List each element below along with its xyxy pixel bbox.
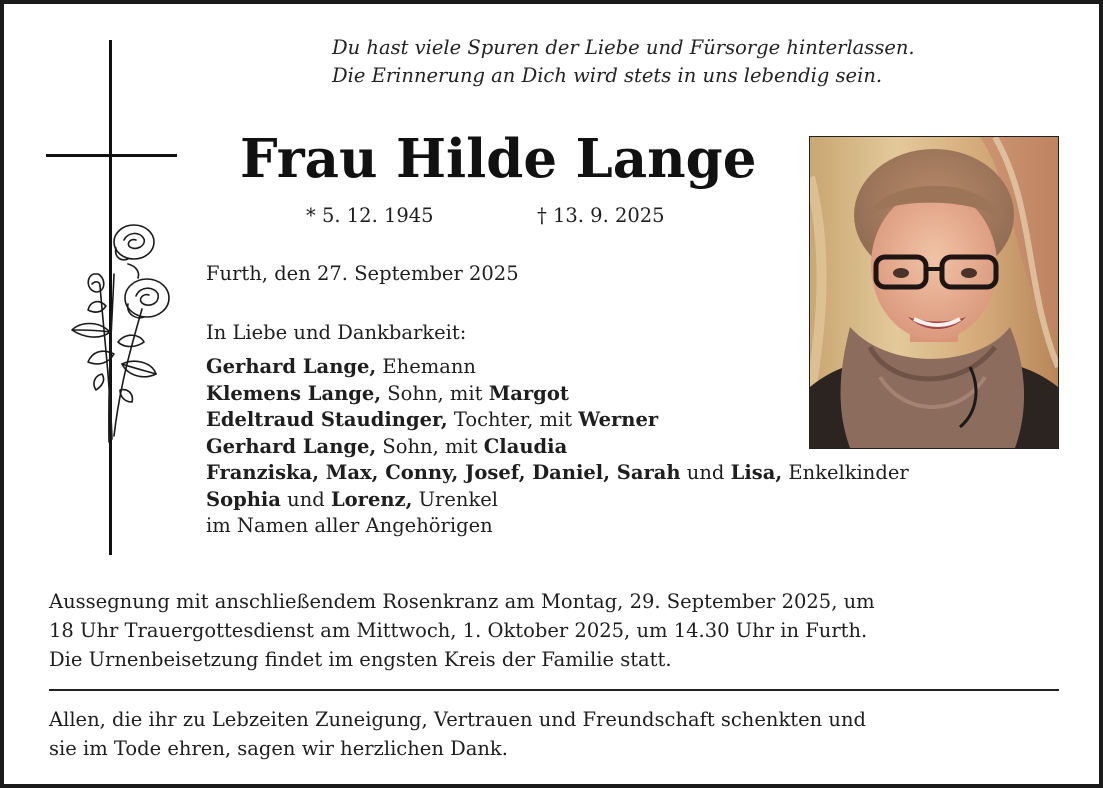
birth-date: * 5. 12. 1945 — [306, 204, 434, 227]
motto-line: Du hast viele Spuren der Liebe und Fürsorge hinterlassen. — [332, 36, 915, 59]
thanks-line: Allen, die ihr zu Lebzeiten Zuneigung, Vertrauen und Freundschaft schenkten und — [49, 708, 867, 731]
motto-line: Die Erinnerung an Dich wird stets in uns lebendig sein. — [332, 64, 883, 87]
mourners-list — [206, 354, 909, 540]
thanks-text — [49, 705, 866, 763]
mourner-line — [206, 434, 909, 461]
mourner-relation: Sohn, mit — [376, 434, 484, 458]
mourner-relation: Urenkel — [412, 487, 499, 511]
mourner-name: Gerhard Lange, — [206, 355, 377, 378]
thanks-line: sie im Tode ehren, sagen wir herzlichen Dank. — [49, 737, 508, 760]
divider — [49, 689, 1059, 691]
mourner-relation: Tochter, mit — [447, 408, 579, 431]
mourner-relation: Ehemann — [376, 355, 476, 378]
mourner-line — [206, 487, 909, 514]
mourner-relation: Enkelkinder — [782, 461, 909, 484]
service-details — [49, 587, 875, 674]
mourner-line — [206, 354, 909, 381]
motto — [332, 34, 915, 90]
mourner-relation: und — [680, 461, 731, 484]
service-line: 18 Uhr Trauergottesdienst am Mittwoch, 1. Oktober 2025, um 14.30 Uhr in Furth. — [49, 619, 868, 642]
deceased-name: Frau Hilde Lange — [240, 128, 757, 190]
mourner-name: Sophia — [206, 487, 281, 511]
mourner-name: Margot — [488, 381, 569, 405]
mourner-name: Claudia — [483, 434, 568, 458]
service-line: Die Urnenbeisetzung findet im engsten Kreis der Familie statt. — [49, 648, 672, 671]
mourner-line — [206, 513, 909, 540]
cross-horizontal-bar — [46, 154, 177, 157]
mourner-name: Werner — [578, 408, 659, 431]
mourner-relation: Sohn, mit — [381, 381, 489, 405]
portrait-image — [810, 137, 1058, 448]
mourner-name: Klemens Lange, — [206, 381, 382, 405]
mourner-line — [206, 460, 909, 487]
mourner-name: Lorenz, — [330, 487, 413, 511]
mourner-name: Franziska, Max, Conny, Josef, Daniel, Sarah — [206, 461, 681, 484]
place-date: Furth, den 27. September 2025 — [206, 262, 519, 285]
mourner-line — [206, 381, 909, 408]
mourner-name: Lisa, — [730, 461, 783, 484]
death-date: † 13. 9. 2025 — [537, 204, 665, 227]
mourner-name: Edeltraud Staudinger, — [206, 408, 448, 431]
portrait-photo — [809, 136, 1059, 449]
service-line: Aussegnung mit anschließendem Rosenkranz am Montag, 29. September 2025, um — [49, 590, 875, 613]
mourner-relation: und — [280, 487, 331, 511]
mourner-relation: im Namen aller Angehörigen — [206, 514, 493, 537]
mourner-line — [206, 407, 909, 434]
intro-text: In Liebe und Dankbarkeit: — [206, 321, 467, 344]
mourner-name: Gerhard Lange, — [206, 434, 377, 458]
rose-sprig-icon — [62, 214, 172, 449]
